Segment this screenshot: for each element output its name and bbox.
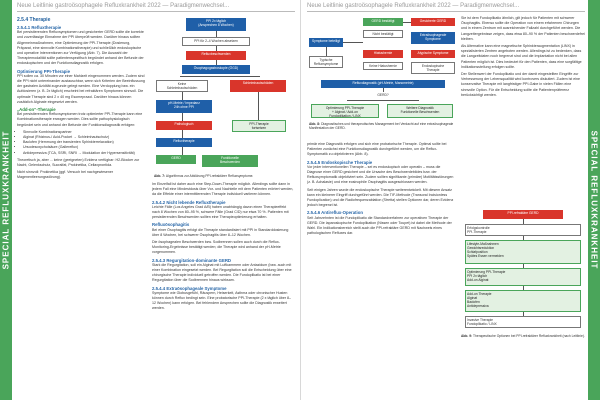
subsection-heading: 2.5.4.5 Endoskopische Therapie [307, 159, 373, 165]
paragraph: Seit einigen Jahren wurde die endoskopische Therapie weiterentwickelt. Mit diesem Ansatz kann ein kleinerer Eingriff durchgeführt werden. Die TIF-Methode (Transoral Incisionless Fundoplication) und die Radiofrequenzablation (Stretta) stellen Optionen dar, deren Evidenz jedoch begrenzt ist. [307, 187, 454, 208]
subsection-heading: 2.5.4.2 Nicht lebende Refluxtherapie [152, 199, 226, 205]
flow-connector [343, 42, 363, 43]
flow-connector [182, 92, 183, 100]
text-column-right-2 [461, 16, 585, 100]
subsection-heading: 2.5.4.4 Extraösophageale Symptome [152, 285, 227, 291]
paragraph: Im Einzelfall ist daher auch eine Step-Down-Therapie möglich. Allerdings sollte dann in jedem Fall eine Mindestdosis über Vor- und Nachteile mit dem Patienten erörtert werden, da die Effekte einer intermittierenden Therapie individuell variieren können. [152, 182, 294, 197]
caption-label: Abb. 7: [154, 174, 166, 178]
flow-box: Erfolgskontrolle PPI-Therapie [465, 224, 581, 236]
paragraph: Leichte Fälle (Los Angeles Grad A/B) haben unabhängig davon einen Therapieeffekt nach 8 Wochen von 80–95 %, schwere Fälle (Grad C/D) nur etwa 70 %. Patienten mit persistierenden Beschwerden sollten eine Therapieoptimierung erhalten. [152, 204, 289, 220]
paragraph: PPI sollen ca. 30 Minuten vor einer Mahlzeit eingenommen werden. Zudem sind die PPI nicht untereinander austauschbar, wenn sich Kriterien der Beeinflussung der gastralen Azidität zugrunde gelegt werden. Eine Verdopplung bzw. ein Aufdosieren (z. B. 2x täglich) erscheint bei refraktären Symptomen sinnvoll. Die optimale Therapie sind 2 x 40 mg Esomeprazol. Darüber hinaus können zusätzlich Alginate eingesetzt werden. [17, 73, 145, 104]
flow-box: Keine Schleimhautschäden [156, 80, 208, 92]
caption-text: Therapeutische Optionen bei PPI-refraktärer Refluxkrankheit (nach Leitlinie). [473, 334, 585, 338]
flow-box: Refluxbeschwerden [186, 51, 246, 60]
flow-box: Symptome beteiligt [309, 38, 343, 47]
flow-box: Funktionelle Beschwerden [202, 155, 258, 167]
subheading: Optimierung PPI-Therapie [17, 68, 71, 74]
flow-box: GERD [156, 155, 196, 164]
flow-box: GERD bestätigt [363, 18, 403, 26]
list-item: • Ursodesoxycholsäure (Gallereflux) [23, 145, 145, 150]
flow-box: Endoskopische Therapie [411, 62, 455, 74]
bullet-list [17, 130, 145, 156]
flow-box: Nicht bestätigt [363, 30, 403, 38]
section-band-left [0, 0, 12, 400]
figure-caption [309, 122, 455, 131]
flow-box: Ösophagogastroskopie (ÖGD) [182, 65, 250, 74]
paragraph: primär eine Diagnostik erfolgen und sich eine probatorische Therapie. Optimal sollte bei Patienten zunächst eine Funktionsdiagnostik durchgeführt werden, um die Reflux-Symptomatik zu objektivieren (Abb. 8). [307, 142, 447, 157]
caption-text: Algorithmus zur Abklärung PPI-refraktärer Refluxsymptome. [165, 174, 254, 178]
flow-box: Invasive Therapie Fundoplikatio / LINX [465, 316, 581, 328]
section-band-label: SPECIAL REFLUXKRANKHEIT [589, 130, 599, 270]
flow-box: Optimierung PPI-Therapie + Alginat / Add-on Fundoplikation / LINX [311, 104, 379, 118]
flow-box: Weitere Diagnostik Funktionelle Beschwerden [387, 104, 453, 118]
paragraph: Bei einer Ösophagitis erfolgt die Therapie standardisiert mit PPI in Standarddosierung über 8 Wochen, bei schwerer Ösophagitis über 8–12 Wochen. [152, 227, 289, 237]
flow-box: Hiatushernie [363, 50, 403, 58]
figure-caption [461, 334, 585, 338]
flow-box: Add-on Therapie Alginat Baclofen Antidepressiva [465, 290, 581, 312]
running-head-right: Neue Leitlinie gastroösophagele Refluxkrankheit 2022 — Paradigmenwechsel... [307, 3, 520, 9]
text-column-left-1 [17, 16, 145, 183]
flow-connector [182, 113, 183, 121]
paragraph: Stark die Regurgitation, soll ein Alginat mit Luftkammern oder Antazidum (bzw. auch mit einer Kombination eingesetzt werden. Bei Regurgitation soll die Entscheidung über eine chirurgische Therapie individuell getroffen werden. Die Fundoplikatio ist bei einer Regurgitation über die Sodbrennen hinaus wirksam. [152, 262, 292, 283]
flow-box: pH-Metrie / Impedanz 24h ohne PPI [156, 100, 212, 113]
list-item: • Alginat (Rhizinus-/ Acid-Pocket → Schleimhautschutz) [23, 135, 145, 140]
text-column-left-2 [152, 182, 294, 314]
paragraph: Theoretisch ja, aber ... keine (geeigneten) Evidenz verfügbar: H2-Blocker zur Nacht, Gelenkschutz, Sucralfat, Prokinetika, Cellaxprontida. [17, 157, 140, 168]
flow-box: Pathologisch [156, 121, 212, 130]
subsection-heading: 2.5.4.1 Refluxtherapie [17, 25, 62, 30]
flow-box: Lifestyle-Maßnahmen Gewichtsreduktion Schlafposition Spätes Essen vermeiden [465, 240, 581, 264]
flow-box: Optimierung PPI-Therapie PPI 2x täglich Add-on Alginat [465, 268, 581, 286]
paragraph: Der Stellenwert der Fundoplikatio und der damit eingestellten Eingriffe zur Verbesserung der Lebensqualität wird kontrovers diskutiert. Zudem ist eine konservative Therapie mit langfristiger PPI-Gabe in vielen Fällen eine sinnvolle Option. Für die Entscheidung sollte die Patientenpräferenz berücksichtigt werden. [461, 72, 581, 97]
flow-box: Refluxtherapie [156, 138, 212, 147]
flow-box: Typische Refluxsymptome [309, 56, 343, 68]
caption-text: Diagnostisches und therapeutisches Management bei Verdacht auf eine extraösophageale Manifestation der GERD. [309, 122, 454, 131]
figure-caption [154, 174, 292, 178]
running-head-left: Neue Leitlinie gastroösophagele Refluxkrankheit 2022 — Paradigmenwechsel... [17, 3, 230, 9]
list-item: • Sinnvolle Kombinationspartner [23, 130, 145, 135]
flow-box: PPI für 2–4 Wochen absetzen [182, 37, 250, 46]
flow-box: PPI-refraktäre GERD [483, 210, 563, 219]
flow-connector [182, 130, 183, 138]
flow-connector [326, 47, 327, 56]
flow-box: Extraösophageale Symptome [411, 32, 455, 44]
section-band-right [588, 0, 600, 400]
paragraph: Als Alternative kann eine magnetische Sphinkteraugmentation (LINX) in spezialisierten Zentren angeboten werden. Allerdings ist zu bedenken, dass die Langzeitdaten noch begrenzt sind und die Implantation nicht bei allen Patienten möglich ist. Dies bedeutet für den Patienten, dass eine sorgfältige Indikationsstellung erfolgen sollte. [461, 44, 582, 69]
paragraph: Vor jeder interventionellen Therapie – sei es endoskopisch oder operativ – muss die Diagnose einer GERD gesichert und die Ursache des Beschwerdebildes bzw. der Refluxsymptomatik objektiviert sein. Zudem sollten signifikante (primäre) Motilitätsstörungen (z. B. Achalasie) und eine eosinophile Ösophagitis ausgeschlossen werden. [307, 164, 454, 185]
flow-connector [180, 76, 260, 77]
flow-box: Keine Hiatushernie [363, 62, 403, 70]
figure-9-flowchart [461, 208, 585, 396]
list-item: • Baclofen (Hemmung der transienten Sphinkterrelaxation) [23, 140, 145, 145]
flow-box: Atypische Symptome [411, 50, 455, 58]
flow-connector [258, 92, 259, 120]
header-rule [307, 11, 585, 12]
header-rule [17, 11, 295, 12]
section-band-label: SPECIAL REFLUXKRANKHEIT [1, 130, 11, 270]
flow-box: Refluxdiagnostik (pH-Metrie, Manometrie) [321, 80, 445, 88]
flow-connector [403, 22, 411, 23]
subheading: „Add-on“-Therapie [17, 107, 56, 113]
paragraph: Die ösophagealen Beschwerden bzw. Sodbrennen sollen auch durch die Reflux-Monitoring-Ergebnisse bestätigt werden; die Therapie wird anhand der pH-Metrie vorgenommen. [152, 240, 281, 255]
figure-8-flowchart [307, 16, 457, 140]
flow-connector [383, 88, 384, 92]
paragraph: Bei persistierenden Refluxsymptomen und gesicherter GERD sollte die korrekte und zuverlässige Einnahme der PPI überprüft werden. Darüber hinaus sollten Allgemeinmaßnahmen, eine Optimierung der PPI-Therapie (Dosierung, Präparat, eine sinnvolle Kombinationstherapie) und schließlich endoskopische und operative Interventionen zur Verfügung (Abb. 7). Die Auswahl der Therapiemodalität sollte patientenspezifisch begründet anhand der Befunde der endoskopischen und der Funktionsdiagnostik erfolgen. [17, 30, 144, 66]
paragraph: Seit Jahrzehnten ist die Fundoplikatio die Standardverfahren zur operativen Therapie der GERD. Die laparoskopische Fundoplikation (Nissen oder Toupet) ist dabei die Methode der Wahl. Ein Indikationsbereich stellt auch die PPI-refraktäre GERD mit Nachweis eines pathologischen Refluxes dar. [307, 215, 452, 236]
subsection-heading: 2.5.4.6 Antireflux-Operation [307, 210, 363, 216]
flow-box: PPI-Therapie fortsetzen [232, 120, 286, 132]
list-item: • Antidepressiva (TCA, SSRI, SNRI → Modulation der Hypersensitivität) [23, 151, 145, 156]
paragraph: Nicht sinnvoll: Prokinetika (ggf. Versuch bei nachgewiesener Magenentleerungsstörung). [17, 170, 114, 180]
flow-box: Gesicherte GERD [411, 18, 455, 26]
subheading: Refluxösophagitis [152, 222, 190, 228]
flow-connector [182, 147, 183, 155]
caption-label: Abb. 9: [461, 334, 473, 338]
paragraph: Bei persistierenden Refluxsymptomen trotz optimierter PPI-Therapie kann eine Kombinationstherapie erwogen werden. Dies sollte pathophysiologisch begründet sein und anhand der Befunde der Funktionsdiagnostik erfolgen: [17, 112, 143, 127]
flow-connector [347, 100, 419, 101]
paragraph: Sie ist dem Fundoplikatio ähnlich, gilt jedoch für Patienten mit schwerer Ösophagitis. Ebenso sollte die Operation von einem erfahrenen Chirurgen und in einem Zentrum mit ausreichender Fallzahl durchgeführt werden. Die Langzeitergebnisse zeigen, dass etwa 80–90 % der Patienten beschwerdefrei bleiben. [461, 16, 585, 41]
text-column-right-1 [307, 142, 455, 238]
flow-label: GERD? [367, 92, 399, 99]
subsection-heading: 2.5.4.3 Regurgitation-dominante GERD [152, 257, 232, 263]
caption-label: Abb. 8: [309, 122, 321, 126]
flow-box: PPI 2x täglich (Ansprechen 8 Wochen) [186, 18, 246, 31]
right-page [300, 0, 600, 400]
paragraph: Symptome wie Globusgefühl, Räuspern, Heiserkeit, Asthma oder chronischer Husten können durch Reflux bedingt sein. Eine probatorische PPI-Therapie (2 x täglich über 8–12 Wochen) kann erfolgen. Bei fehlendem Ansprechen sollte die Diagnostik erweitert werden. [152, 290, 292, 311]
flow-box: Schleimhautschäden [230, 80, 286, 92]
section-heading: 2.5.4 Therapie [17, 17, 51, 23]
